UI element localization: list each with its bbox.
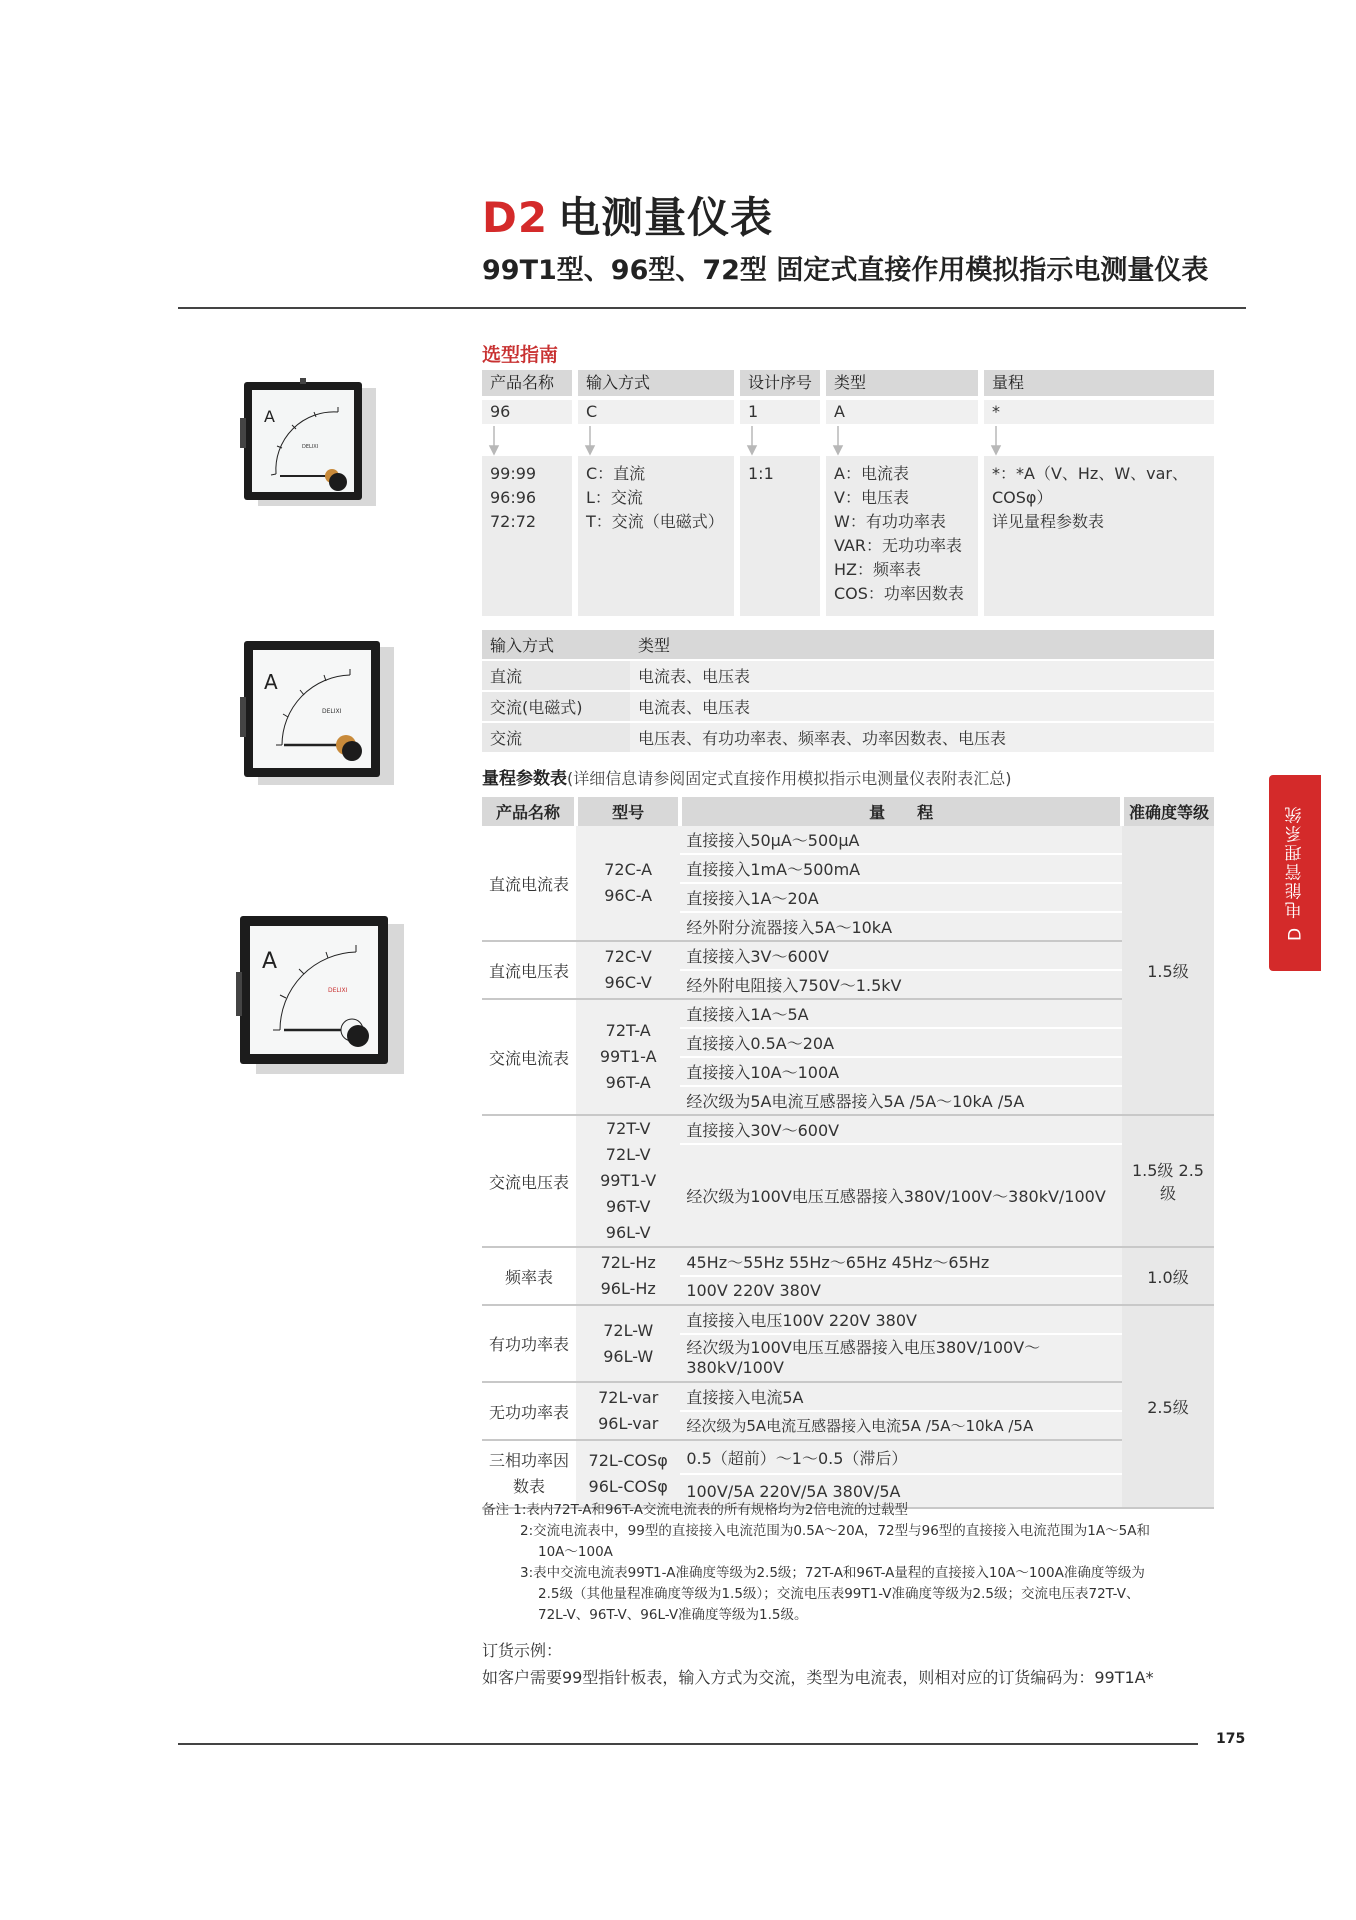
guide-value-design: 1	[740, 400, 820, 424]
model-list: 72C-V 96C-V	[576, 941, 680, 999]
note-item: 72L-V、96T-V、96L-V准确度等级为1.5级。	[538, 1607, 808, 1623]
guide-value-type: A	[826, 400, 978, 424]
range-cell: 直接接入3V～600V	[680, 941, 1122, 970]
range-cell: 直接接入30V～600V	[680, 1115, 1122, 1144]
range-cell: 经次级为5A电流互感器接入5A /5A～10kA /5A	[680, 1086, 1122, 1115]
order-example-text: 如客户需要99型指针板表，输入方式为交流，类型为电流表，则相对应的订货编码为：99T1A*	[482, 1668, 1154, 1687]
range-cell: 直接接入1A～5A	[680, 999, 1122, 1028]
header-divider	[178, 307, 1246, 309]
range-cell: 直接接入1mA～500mA	[680, 854, 1122, 883]
model-list: 72T-V 72L-V 99T1-V 96T-V 96L-V	[576, 1115, 680, 1247]
column-header: 量 程	[680, 797, 1122, 826]
product-name: 交流电压表	[482, 1115, 576, 1247]
range-cell: 直接接入50μA～500μA	[680, 826, 1122, 854]
range-cell: 经次级为100V电压互感器接入380V/100V～380kV/100V	[680, 1144, 1122, 1247]
range-cell: 45Hz～55Hz 55Hz～65Hz 45Hz～65Hz	[680, 1247, 1122, 1276]
range-cell: 直接接入10A～100A	[680, 1057, 1122, 1086]
guide-value-input: C	[578, 400, 734, 424]
page-subtitle: 99T1型、96型、72型 固定式直接作用模拟指示电测量仪表	[482, 255, 1209, 286]
range-cell: 0.5（超前）～1～0.5（滞后）	[680, 1440, 1122, 1474]
page-title	[482, 185, 773, 245]
section-side-tab[interactable]	[1269, 775, 1321, 971]
range-cell: 直接接入0.5A～20A	[680, 1028, 1122, 1057]
accuracy-cell: 1.5级 2.5级	[1122, 1115, 1214, 1247]
meter-image-3	[236, 912, 408, 1080]
guide-options-input: C：直流 L：交流 T：交流（电磁式）	[578, 456, 734, 616]
page-number: 175	[1216, 1731, 1246, 1747]
guide-value-name: 96	[482, 400, 572, 424]
brand-3: DELIXI	[328, 987, 348, 994]
side-tab-label: D 电能管理系统	[1285, 804, 1306, 942]
table-header-row	[482, 797, 1214, 826]
order-example	[482, 1637, 1242, 1691]
range-cell: 经外附电阻接入750V～1.5kV	[680, 970, 1122, 999]
table-cell: 电流表、电压表	[630, 660, 1214, 691]
product-name: 有功功率表	[482, 1305, 576, 1382]
column-header: 型号	[576, 797, 680, 826]
dial-letter-2: A	[264, 670, 278, 694]
table-row	[482, 722, 1214, 753]
table-row	[482, 941, 1214, 970]
table-row	[482, 1382, 1214, 1411]
table-cell: 直流	[482, 660, 630, 691]
range-cell: 直接接入电压100V 220V 380V	[680, 1305, 1122, 1334]
note-item: 2.5级（其他量程准确度等级为1.5级）；交流电压表99T1-V准确度等级为2.5级；交流电压表72T-V、	[538, 1586, 1140, 1602]
guide-options-design: 1:1	[740, 456, 820, 616]
note-item: 3:表中交流电流表99T1-A准确度等级为2.5级；72T-A和96T-A量程的直接接入10A～100A准确度等级为	[520, 1565, 1145, 1581]
brand-2: DELIXI	[322, 708, 342, 715]
selection-guide-title: 选型指南	[482, 344, 559, 366]
range-cell: 100V/5A 220V/5A 380V/5A	[680, 1474, 1122, 1508]
product-name: 直流电流表	[482, 826, 576, 941]
section-code: D2	[482, 193, 549, 242]
column-header: 准确度等级	[1122, 797, 1214, 826]
model-list: 72L-var 96L-var	[576, 1382, 680, 1440]
guide-options-type: A：电流表 V：电压表 W：有功功率表 VAR：无功功率表 HZ：频率表 COS：功率因数表	[826, 456, 978, 616]
range-title-note: (详细信息请参阅固定式直接作用模拟指示电测量仪表附表汇总)	[567, 769, 1012, 788]
guide-options-name: 99:99 96:96 72:72	[482, 456, 572, 616]
table-row	[482, 1305, 1214, 1334]
selection-guide	[482, 370, 1214, 620]
range-cell: 100V 220V 380V	[680, 1276, 1122, 1305]
range-parameter-table	[482, 797, 1214, 1509]
model-list: 72L-COSφ 96L-COSφ	[576, 1440, 680, 1508]
range-title-text: 量程参数表	[482, 769, 567, 789]
table-row	[482, 1247, 1214, 1276]
range-cell: 直接接入1A～20A	[680, 883, 1122, 912]
guide-arrows	[488, 426, 1048, 456]
guide-head-range: 量程	[984, 370, 1214, 396]
footer-divider	[178, 1743, 1198, 1745]
range-cell: 经外附分流器接入5A～10kA	[680, 912, 1122, 941]
accuracy-cell: 1.0级	[1122, 1247, 1214, 1305]
table-row	[482, 660, 1214, 691]
guide-head-design: 设计序号	[740, 370, 820, 396]
brand-1: DELIXI	[302, 444, 319, 450]
input-type-table	[482, 630, 1214, 754]
notes-label: 备注	[482, 1502, 509, 1518]
column-header: 类型	[630, 630, 1214, 660]
table-cell: 电流表、电压表	[630, 691, 1214, 722]
order-example-label: 订货示例：	[482, 1641, 563, 1660]
guide-value-range: *	[984, 400, 1214, 424]
product-name: 直流电压表	[482, 941, 576, 999]
range-cell: 经次级为5A电流互感器接入电流5A /5A～10kA /5A	[680, 1411, 1122, 1440]
guide-head-input: 输入方式	[578, 370, 734, 396]
note-item: 2:交流电流表中，99型的直接接入电流范围为0.5A～20A，72型与96型的直接接入电流范围为1A～5A和	[520, 1523, 1150, 1539]
dial-letter-3: A	[262, 949, 278, 974]
table-row	[482, 691, 1214, 722]
table-row	[482, 826, 1214, 854]
column-header: 产品名称	[482, 797, 576, 826]
table-row	[482, 999, 1214, 1028]
model-list: 72L-W 96L-W	[576, 1305, 680, 1382]
table-cell: 交流	[482, 722, 630, 753]
note-item: 10A～100A	[538, 1544, 613, 1560]
range-cell: 经次级为100V电压互感器接入电压380V/100V～380kV/100V	[680, 1334, 1122, 1382]
guide-head-name: 产品名称	[482, 370, 572, 396]
model-list: 72C-A 96C-A	[576, 826, 680, 941]
product-name: 三相功率因数表	[482, 1440, 576, 1508]
table-row	[482, 1440, 1214, 1474]
table-header-row	[482, 630, 1214, 660]
product-name: 交流电流表	[482, 999, 576, 1115]
dial-letter-1: A	[264, 407, 275, 426]
range-cell: 直接接入电流5A	[680, 1382, 1122, 1411]
column-header: 输入方式	[482, 630, 630, 660]
title-text: 电测量仪表	[558, 193, 774, 242]
guide-options-range: *：*A（V、Hz、W、var、 COSφ） 详见量程参数表	[984, 456, 1214, 616]
meter-image-1	[240, 378, 380, 523]
table-cell: 交流(电磁式)	[482, 691, 630, 722]
table-row	[482, 1115, 1214, 1144]
notes-block	[482, 1500, 1222, 1626]
accuracy-cell: 1.5级	[1122, 826, 1214, 1115]
note-item: 1:表内72T-A和96T-A交流电流表的所有规格均为2倍电流的过载型	[513, 1502, 909, 1518]
meter-image-2	[240, 637, 398, 795]
accuracy-cell: 2.5级	[1122, 1305, 1214, 1508]
model-list: 72L-Hz 96L-Hz	[576, 1247, 680, 1305]
range-table-title	[482, 764, 1012, 789]
table-cell: 电压表、有功功率表、频率表、功率因数表、电压表	[630, 722, 1214, 753]
product-name: 无功功率表	[482, 1382, 576, 1440]
product-name: 频率表	[482, 1247, 576, 1305]
model-list: 72T-A 99T1-A 96T-A	[576, 999, 680, 1115]
guide-head-type: 类型	[826, 370, 978, 396]
